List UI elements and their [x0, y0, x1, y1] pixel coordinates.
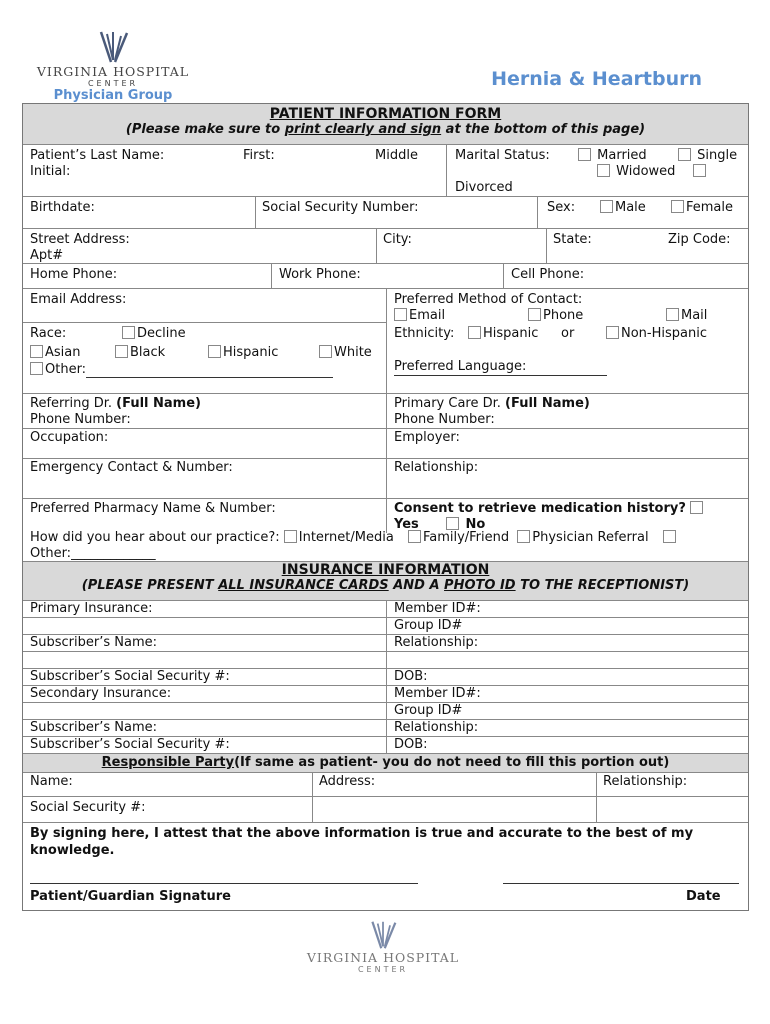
- signature-section: [23, 823, 748, 910]
- middle-name-label: Middle: [375, 148, 418, 163]
- contact-mail-checkbox[interactable]: [666, 308, 679, 321]
- decline-checkbox[interactable]: [122, 326, 135, 339]
- single-option[interactable]: Single: [678, 148, 737, 164]
- first-name-label: First:: [243, 148, 275, 163]
- phone-row: [23, 264, 748, 289]
- non-hispanic-checkbox[interactable]: [606, 326, 619, 339]
- patient-form-title: PATIENT INFORMATION FORM: [269, 106, 502, 122]
- contact-email-option[interactable]: Email: [394, 308, 445, 324]
- insurance-secondary-group-row: [23, 703, 748, 720]
- divorced-checkbox[interactable]: [693, 164, 706, 177]
- contact-phone-option[interactable]: Phone: [528, 308, 583, 324]
- occupation-row: [23, 429, 748, 459]
- primary-dob-label: DOB:: [394, 669, 428, 684]
- insurance-group-row: [23, 618, 748, 635]
- responsible-title: Responsible Party(If same as patient- you do not need to fill this portion out): [101, 755, 670, 770]
- pharmacy-row: [23, 499, 748, 533]
- signature-label: Patient/Guardian Signature: [30, 889, 231, 904]
- primary-insurance-label: Primary Insurance:: [30, 601, 153, 616]
- insurance-blank-row: [23, 652, 748, 669]
- attest-text-2: knowledge.: [30, 843, 115, 858]
- initial-label: Initial:: [30, 164, 71, 179]
- race-other-option[interactable]: Other:: [30, 362, 333, 378]
- responsible-ssn-row: [23, 797, 748, 823]
- last-name-label: Patient’s Last Name:: [30, 148, 165, 163]
- insurance-secondary-ssn-row: [23, 737, 748, 754]
- consent-no-checkbox[interactable]: [446, 517, 459, 530]
- insurance-secondary-subscriber-row: [23, 720, 748, 737]
- pharmacy-label: Preferred Pharmacy Name & Number:: [30, 501, 276, 516]
- widowed-checkbox[interactable]: [597, 164, 610, 177]
- patient-form: [22, 103, 749, 911]
- male-checkbox[interactable]: [600, 200, 613, 213]
- primary-subscriber-ssn-label: Subscriber’s Social Security #:: [30, 669, 230, 684]
- ethnicity-hispanic-option[interactable]: Hispanic: [468, 326, 538, 342]
- logo-center: CENTER: [87, 79, 139, 88]
- insurance-subscriber-row: [23, 635, 748, 652]
- physician-referral-checkbox[interactable]: [517, 530, 530, 543]
- date-line[interactable]: [503, 883, 739, 884]
- secondary-subscriber-name-label: Subscriber’s Name:: [30, 720, 157, 735]
- zip-label: Zip Code:: [668, 232, 731, 247]
- state-label: State:: [553, 232, 592, 247]
- consent-yes-option[interactable]: Yes: [394, 517, 419, 532]
- secondary-subscriber-ssn-label: Subscriber’s Social Security #:: [30, 737, 230, 752]
- referring-phone-label: Phone Number:: [30, 412, 131, 427]
- insurance-title: INSURANCE INFORMATION: [281, 562, 490, 578]
- hear-other-checkbox[interactable]: [663, 530, 676, 543]
- single-checkbox[interactable]: [678, 148, 691, 161]
- home-phone-label: Home Phone:: [30, 267, 118, 282]
- hear-other-label: Other:_____________: [30, 546, 156, 561]
- primary-relationship-label: Relationship:: [394, 635, 479, 650]
- female-checkbox[interactable]: [671, 200, 684, 213]
- emergency-row: [23, 459, 748, 499]
- preferred-language-line[interactable]: [394, 375, 607, 376]
- hear-about-label: How did you hear about our practice?: Internet/Media Family/Friend Physician Referral: [30, 530, 678, 546]
- marital-status-label: Marital Status:: [455, 148, 550, 163]
- consent-no-option[interactable]: No: [446, 517, 485, 533]
- family-checkbox[interactable]: [408, 530, 421, 543]
- ethnicity-label: Ethnicity:: [394, 326, 455, 341]
- contact-phone-checkbox[interactable]: [528, 308, 541, 321]
- logo-name-right: HOSPITAL: [383, 950, 460, 965]
- non-hispanic-option[interactable]: Non-Hispanic: [606, 326, 707, 342]
- or-label: or: [561, 326, 575, 341]
- black-option[interactable]: Black: [115, 345, 165, 361]
- responsible-ssn-label: Social Security #:: [30, 800, 146, 815]
- street-label: Street Address:: [30, 232, 130, 247]
- secondary-group-id-label: Group ID#: [394, 703, 463, 718]
- logo-name-left: VIRGINIA: [36, 64, 109, 79]
- document-title: Hernia & Heartburn: [491, 68, 702, 90]
- apt-label: Apt#: [30, 248, 64, 263]
- logo-name-right: HOSPITAL: [113, 64, 190, 79]
- female-option[interactable]: Female: [671, 200, 733, 216]
- name-row: [23, 145, 748, 197]
- cell-phone-label: Cell Phone:: [511, 267, 585, 282]
- widowed-option[interactable]: Widowed: [597, 164, 675, 180]
- emergency-contact-label: Emergency Contact & Number:: [30, 460, 233, 475]
- asian-checkbox[interactable]: [30, 345, 43, 358]
- secondary-member-id-label: Member ID#:: [394, 686, 481, 701]
- insurance-secondary-row: [23, 686, 748, 703]
- physician-group: Physician Group: [53, 88, 173, 103]
- ssn-label: Social Security Number:: [262, 200, 419, 215]
- bottom-logo: [298, 920, 468, 974]
- black-checkbox[interactable]: [115, 345, 128, 358]
- married-option[interactable]: Married: [578, 148, 647, 164]
- logo-name-left: VIRGINIA: [306, 950, 379, 965]
- primary-subscriber-name-label: Subscriber’s Name:: [30, 635, 157, 650]
- contact-email-checkbox[interactable]: [394, 308, 407, 321]
- insurance-primary-row: [23, 601, 748, 618]
- hispanic-race-option[interactable]: Hispanic: [208, 345, 278, 361]
- hospital-logo-icon: [93, 30, 133, 64]
- male-option[interactable]: Male: [600, 200, 646, 216]
- birthdate-row: [23, 197, 748, 229]
- race-other-checkbox[interactable]: [30, 362, 43, 375]
- date-label: Date: [686, 889, 721, 904]
- emergency-relationship-label: Relationship:: [394, 460, 479, 475]
- race-other-line[interactable]: [86, 377, 333, 378]
- insurance-subtitle: (PLEASE PRESENT ALL INSURANCE CARDS AND A PHOTO ID TO THE RECEPTIONIST): [81, 578, 690, 593]
- responsible-address-label: Address:: [319, 774, 376, 789]
- responsible-header: [23, 754, 748, 773]
- primary-care-dr-label: Primary Care Dr. (Full Name): [394, 396, 590, 411]
- preferred-language-label: Preferred Language:: [394, 359, 527, 374]
- occupation-label: Occupation:: [30, 430, 109, 445]
- employer-label: Employer:: [394, 430, 460, 445]
- married-checkbox[interactable]: [578, 148, 591, 161]
- secondary-dob-label: DOB:: [394, 737, 428, 752]
- primary-member-id-label: Member ID#:: [394, 601, 481, 616]
- logo-center: CENTER: [357, 965, 409, 974]
- doctor-row: [23, 394, 748, 429]
- divorced-label: Divorced: [455, 180, 513, 195]
- contact-mail-option[interactable]: Mail: [666, 308, 707, 324]
- primary-group-id-label: Group ID#: [394, 618, 463, 633]
- primary-care-phone-label: Phone Number:: [394, 412, 495, 427]
- consent-label: Consent to retrieve medication history?: [394, 501, 705, 517]
- decline-option[interactable]: Decline: [122, 326, 186, 342]
- insurance-ssn-row: [23, 669, 748, 686]
- white-option[interactable]: White: [319, 345, 372, 361]
- ethnicity-hispanic-checkbox[interactable]: [468, 326, 481, 339]
- address-row: [23, 229, 748, 264]
- race-label: Race:: [30, 326, 67, 341]
- white-checkbox[interactable]: [319, 345, 332, 358]
- email-label: Email Address:: [30, 292, 127, 307]
- hospital-logo-icon: [365, 920, 401, 950]
- insurance-header: [23, 562, 748, 601]
- signature-line[interactable]: [30, 883, 418, 884]
- secondary-relationship-label: Relationship:: [394, 720, 479, 735]
- preferred-contact-label: Preferred Method of Contact:: [394, 292, 583, 307]
- sex-label: Sex:: [547, 200, 576, 215]
- patient-header: [23, 104, 748, 145]
- consent-checkbox[interactable]: [690, 501, 703, 514]
- work-phone-label: Work Phone:: [279, 267, 361, 282]
- email-race-row: [23, 289, 748, 394]
- city-label: City:: [383, 232, 412, 247]
- patient-form-subtitle: (Please make sure to print clearly and sign at the bottom of this page): [125, 122, 646, 137]
- secondary-insurance-label: Secondary Insurance:: [30, 686, 172, 701]
- referring-dr-label: Referring Dr. (Full Name): [30, 396, 201, 411]
- referral-source-row: [23, 530, 748, 562]
- responsible-name-row: [23, 773, 748, 797]
- top-logo: [28, 30, 198, 103]
- internet-checkbox[interactable]: [284, 530, 297, 543]
- responsible-relationship-label: Relationship:: [603, 774, 688, 789]
- responsible-name-label: Name:: [30, 774, 73, 789]
- attest-text: By signing here, I attest that the above information is true and accurate to the best of my: [30, 826, 694, 841]
- hispanic-race-checkbox[interactable]: [208, 345, 221, 358]
- asian-option[interactable]: Asian: [30, 345, 80, 361]
- birthdate-label: Birthdate:: [30, 200, 95, 215]
